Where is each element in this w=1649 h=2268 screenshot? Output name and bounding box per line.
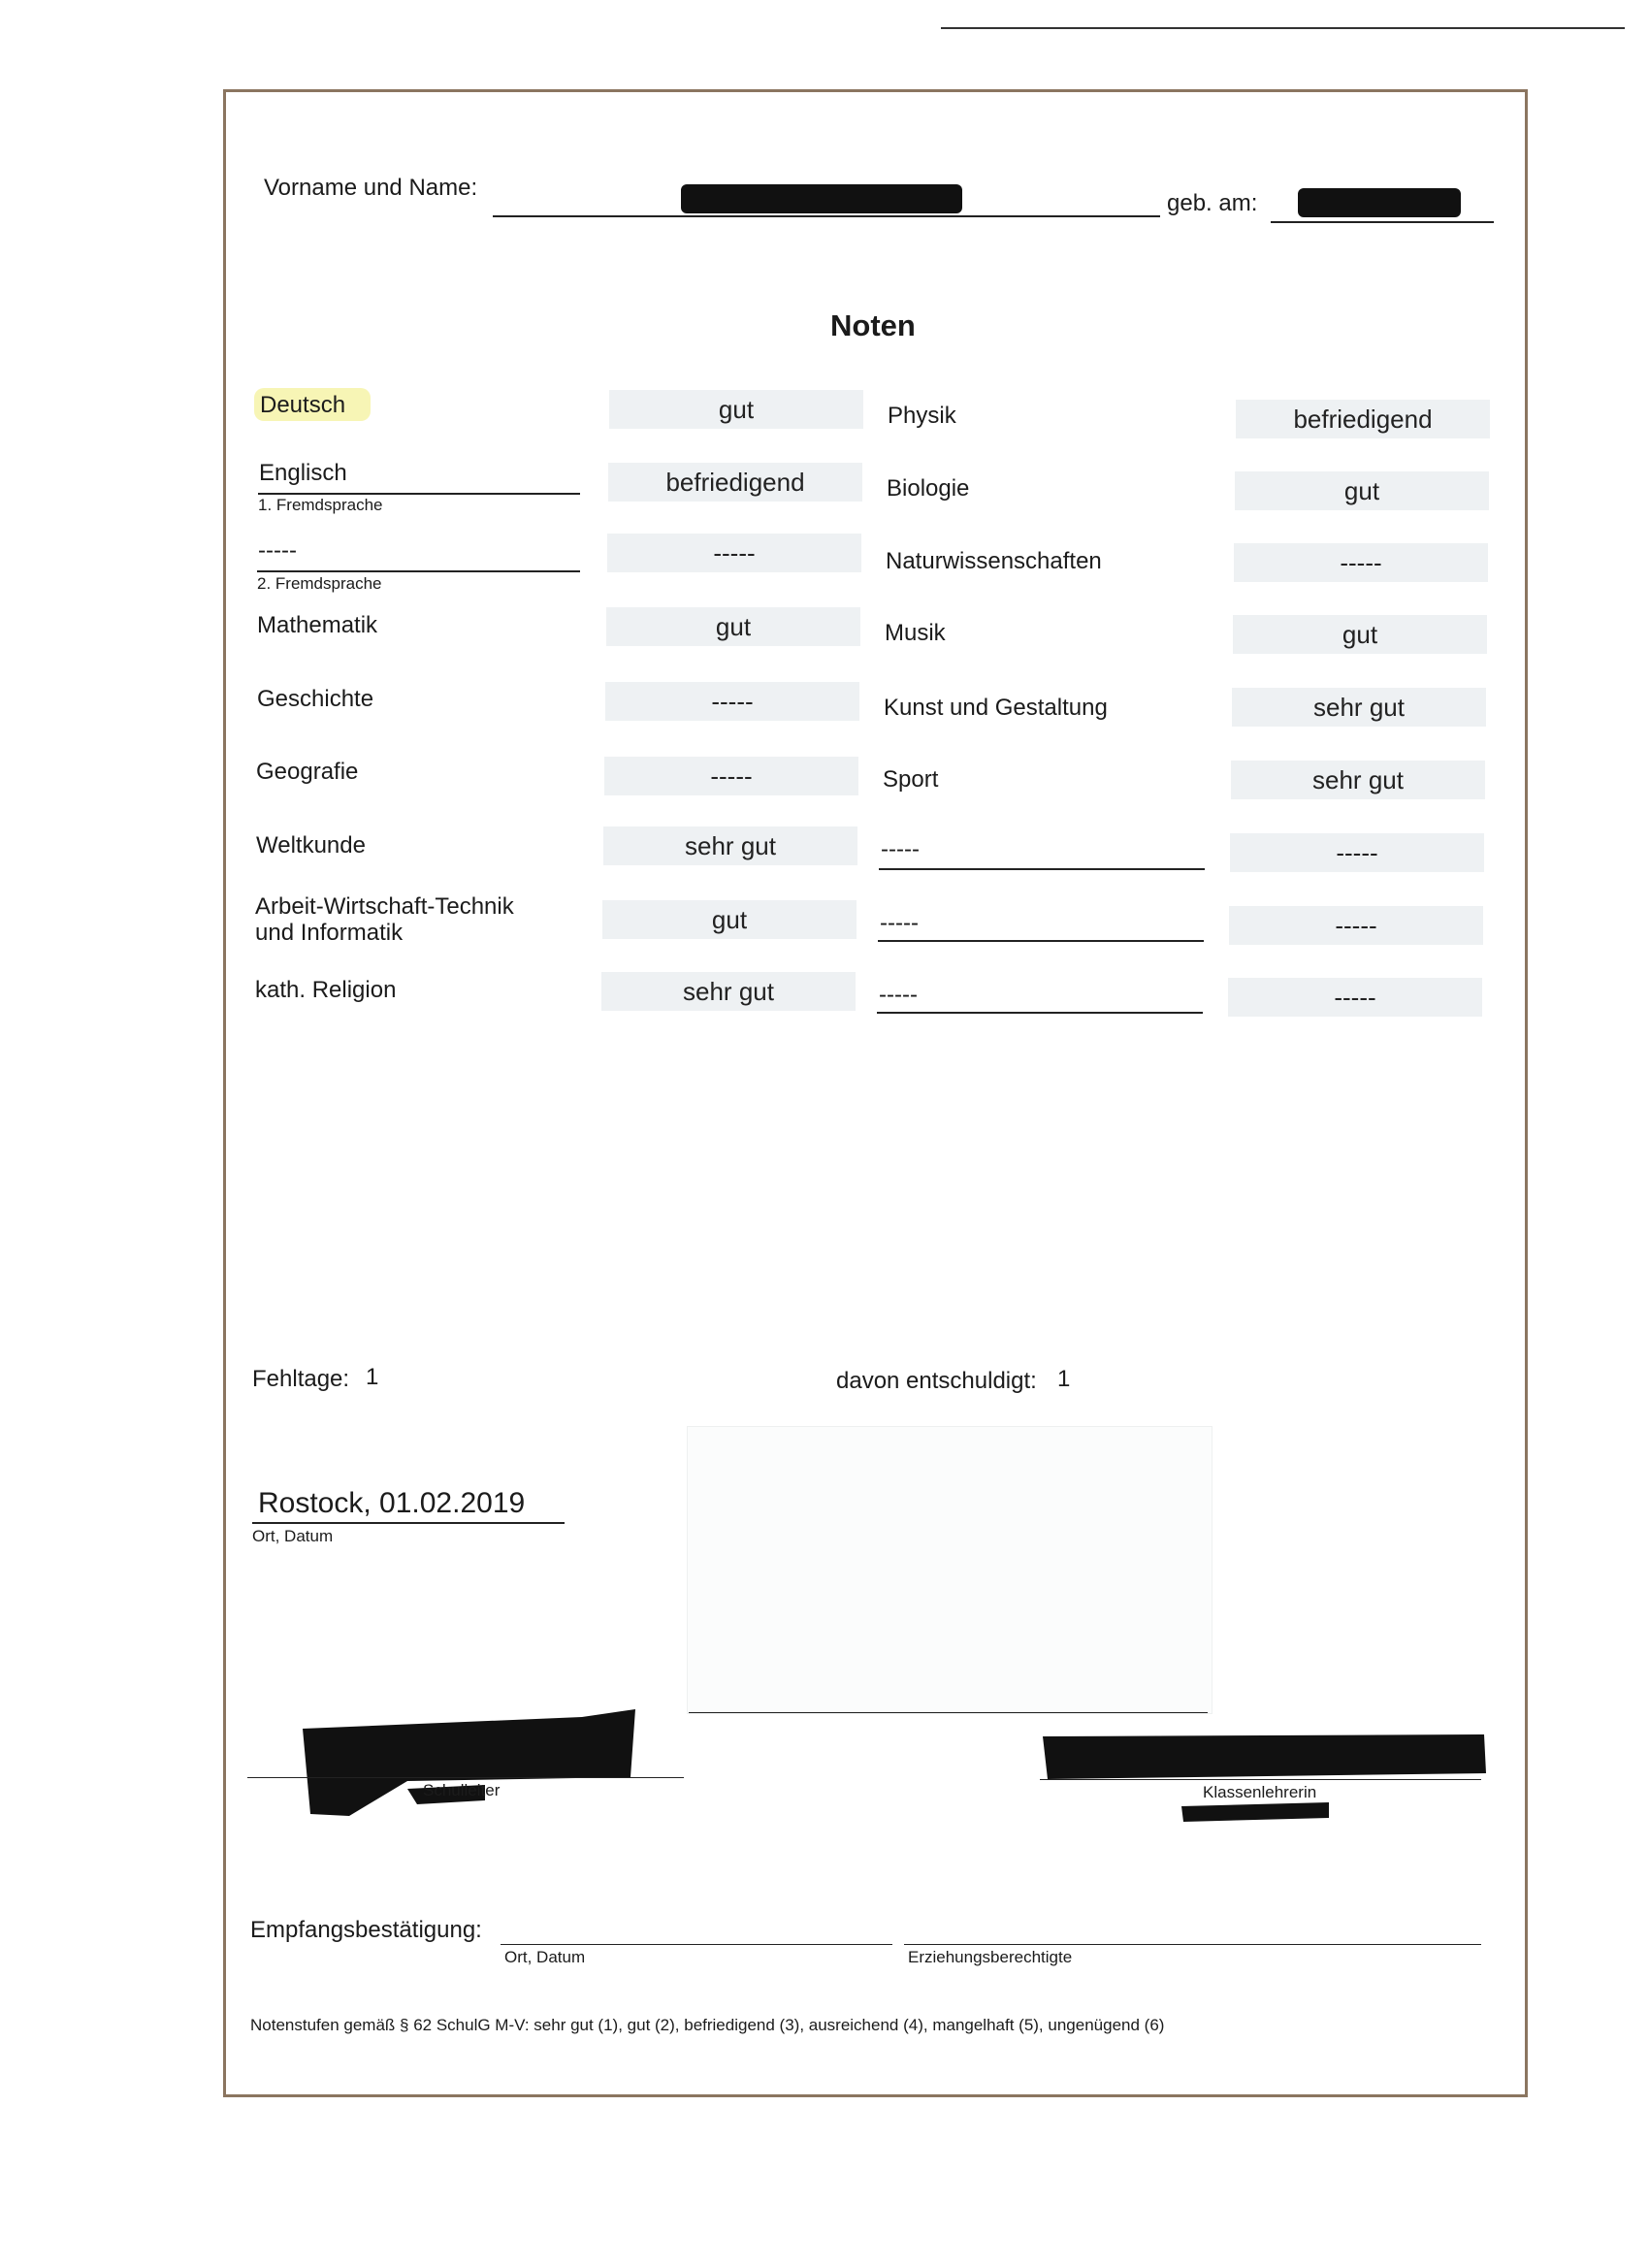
receipt-label: Empfangsbestätigung: [250, 1917, 482, 1943]
name-underline [493, 215, 1160, 217]
grade-physik: befriedigend [1236, 400, 1490, 438]
redacted-birthdate [1298, 188, 1461, 217]
subject-geografie: Geografie [256, 759, 359, 785]
subject-weltkunde: Weltkunde [256, 832, 366, 859]
grade-second-language: ----- [607, 534, 861, 572]
receipt-place-date-line [501, 1944, 892, 1945]
extra-3-underline [877, 1012, 1203, 1014]
grade-extra-1: ----- [1230, 833, 1484, 872]
subject-awt-line2: und Informatik [255, 920, 404, 946]
grade-naturwissenschaften: ----- [1234, 543, 1488, 582]
subject-awt: Arbeit-Wirtschaft-Technik [255, 893, 514, 920]
entschuldigt-value: 1 [1057, 1366, 1071, 1392]
subject-religion: kath. Religion [255, 977, 397, 1003]
grade-kunst: sehr gut [1232, 688, 1486, 727]
place-date-value: Rostock, 01.02.2019 [258, 1487, 526, 1519]
grade-geografie: ----- [604, 757, 858, 795]
second-language-label: 2. Fremdsprache [257, 574, 382, 593]
grade-englisch: befriedigend [608, 463, 862, 502]
principal-label: Schulleiter [423, 1781, 501, 1799]
stamp-underline [689, 1712, 1208, 1713]
teacher-signature-redacted [1038, 1725, 1494, 1831]
subject-englisch: Englisch [259, 460, 347, 486]
grade-weltkunde: sehr gut [603, 826, 857, 865]
teacher-signature-line [1040, 1779, 1481, 1780]
school-stamp-area [687, 1426, 1212, 1714]
subject-mathematik: Mathematik [257, 612, 378, 638]
first-language-label: 1. Fremdsprache [258, 496, 383, 514]
principal-signature-redacted [291, 1700, 640, 1826]
principal-signature-line [247, 1777, 684, 1778]
extra-1-underline [879, 868, 1205, 870]
place-date-label: Ort, Datum [252, 1527, 334, 1545]
grade-biologie: gut [1235, 471, 1489, 510]
place-date-underline [252, 1522, 565, 1524]
receipt-place-date-label: Ort, Datum [504, 1948, 586, 1966]
second-language-underline [257, 570, 580, 572]
subject-second-language: ----- [258, 537, 297, 564]
subject-sport: Sport [883, 766, 939, 793]
subject-extra-2: ----- [880, 910, 919, 936]
guardian-signature-line [904, 1944, 1481, 1945]
subject-musik: Musik [885, 620, 946, 646]
fehltage-label: Fehltage: [252, 1366, 350, 1392]
top-edge-line [941, 27, 1625, 29]
grade-extra-2: ----- [1229, 906, 1483, 945]
teacher-label: Klassenlehrerin [1203, 1783, 1317, 1801]
subject-naturwissenschaften: Naturwissenschaften [886, 548, 1102, 574]
subject-extra-3: ----- [879, 982, 918, 1008]
grade-awt: gut [602, 900, 857, 939]
fehltage-value: 1 [366, 1364, 379, 1390]
grade-religion: sehr gut [601, 972, 856, 1011]
birth-label: geb. am: [1167, 190, 1258, 216]
extra-2-underline [878, 940, 1204, 942]
subject-physik: Physik [888, 403, 956, 429]
page-title: Noten [830, 308, 916, 342]
grade-extra-3: ----- [1228, 978, 1482, 1017]
englisch-underline [258, 493, 580, 495]
subject-kunst: Kunst und Gestaltung [884, 695, 1108, 721]
grade-musik: gut [1233, 615, 1487, 654]
subject-biologie: Biologie [887, 475, 970, 502]
grade-geschichte: ----- [605, 682, 859, 721]
redacted-name [681, 184, 962, 213]
entschuldigt-label: davon entschuldigt: [836, 1368, 1037, 1394]
birth-underline [1271, 221, 1494, 223]
grade-deutsch: gut [609, 390, 863, 429]
grade-scale-footnote: Notenstufen gemäß § 62 SchulG M-V: sehr gut (1), gut (2), befriedigend (3), ausreichend (4), mangelhaft (5), ungenügend (6) [250, 2016, 1165, 2034]
guardian-label: Erziehungsberechtigte [908, 1948, 1073, 1966]
subject-deutsch: Deutsch [260, 392, 346, 418]
name-label: Vorname und Name: [264, 175, 478, 201]
subject-extra-1: ----- [881, 836, 920, 862]
subject-geschichte: Geschichte [257, 686, 374, 712]
grade-sport: sehr gut [1231, 761, 1485, 799]
grade-mathematik: gut [606, 607, 860, 646]
